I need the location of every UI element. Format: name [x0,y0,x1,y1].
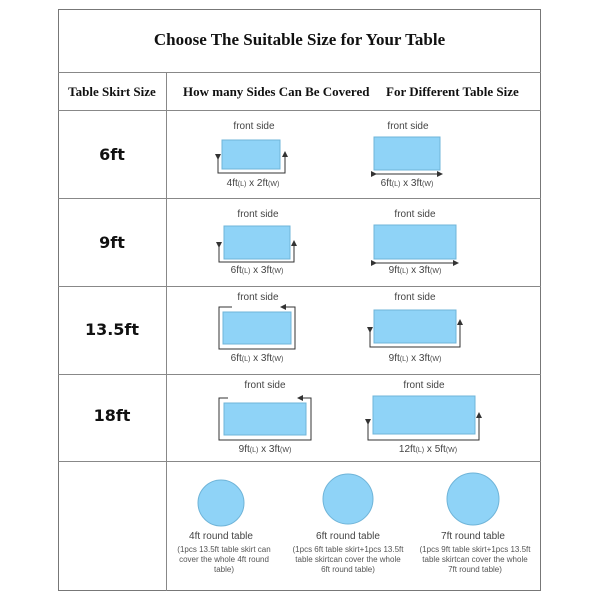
header-different-size: For Different Table Size [386,84,519,99]
front-side-label: front side [233,121,275,132]
round-table-4ft [198,480,244,526]
round-table-title: 6ft round table [316,531,380,542]
table-dimension: 6ft(L) x 3ft(W) [380,178,434,189]
round-table-6ft [323,474,373,524]
skirt-size-9ft: 9ft [99,233,125,252]
table-top-9x3 [374,310,456,343]
table-dimension: 6ft(L) x 3ft(W) [230,353,284,364]
skirt-size-6ft: 6ft [99,145,125,164]
front-side-label: front side [403,380,445,391]
front-side-label: front side [387,121,429,132]
round-table-title: 7ft round table [441,531,505,542]
round-table-7ft [447,473,499,525]
table-top-9x3 [374,225,456,259]
round-table-note: (1pcs 6ft table skirt+1pcs 13.5ft table skirtcan cover the whole 6ft round table) [292,545,404,574]
table-dimension: 6ft(L) x 3ft(W) [230,265,284,276]
table-dimension: 9ft(L) x 3ft(W) [388,265,442,276]
front-side-label: front side [244,380,286,391]
table-top-4x2 [222,140,280,169]
header-sides-covered: How many Sides Can Be Covered [183,84,370,99]
round-table-note: (1pcs 9ft table skirt+1pcs 13.5ft table skirtcan cover the whole 7ft round table) [419,545,531,574]
round-table-note: (1pcs 13.5ft table skirt can cover the whole 4ft round table) [177,545,271,574]
front-side-label: front side [237,209,279,220]
table-dimension: 12ft(L) x 5ft(W) [398,444,458,455]
page-title: Choose The Suitable Size for Your Table [153,30,446,49]
front-side-label: front side [237,292,279,303]
table-dimension: 4ft(L) x 2ft(W) [226,178,280,189]
skirt-size-18ft: 18ft [93,406,131,425]
front-side-label: front side [394,209,436,220]
round-table-title: 4ft round table [189,531,253,542]
header-skirt-size: Table Skirt Size [68,84,156,99]
table-top-6x3 [374,137,440,170]
table-top-6x3 [223,312,291,344]
front-side-label: front side [394,292,436,303]
table-top-12x5 [373,396,475,434]
skirt-size-13-5ft: 13.5ft [84,320,140,339]
table-dimension: 9ft(L) x 3ft(W) [388,353,442,364]
table-top-6x3 [224,226,290,259]
table-top-9x3 [224,403,306,435]
table-dimension: 9ft(L) x 3ft(W) [238,444,292,455]
